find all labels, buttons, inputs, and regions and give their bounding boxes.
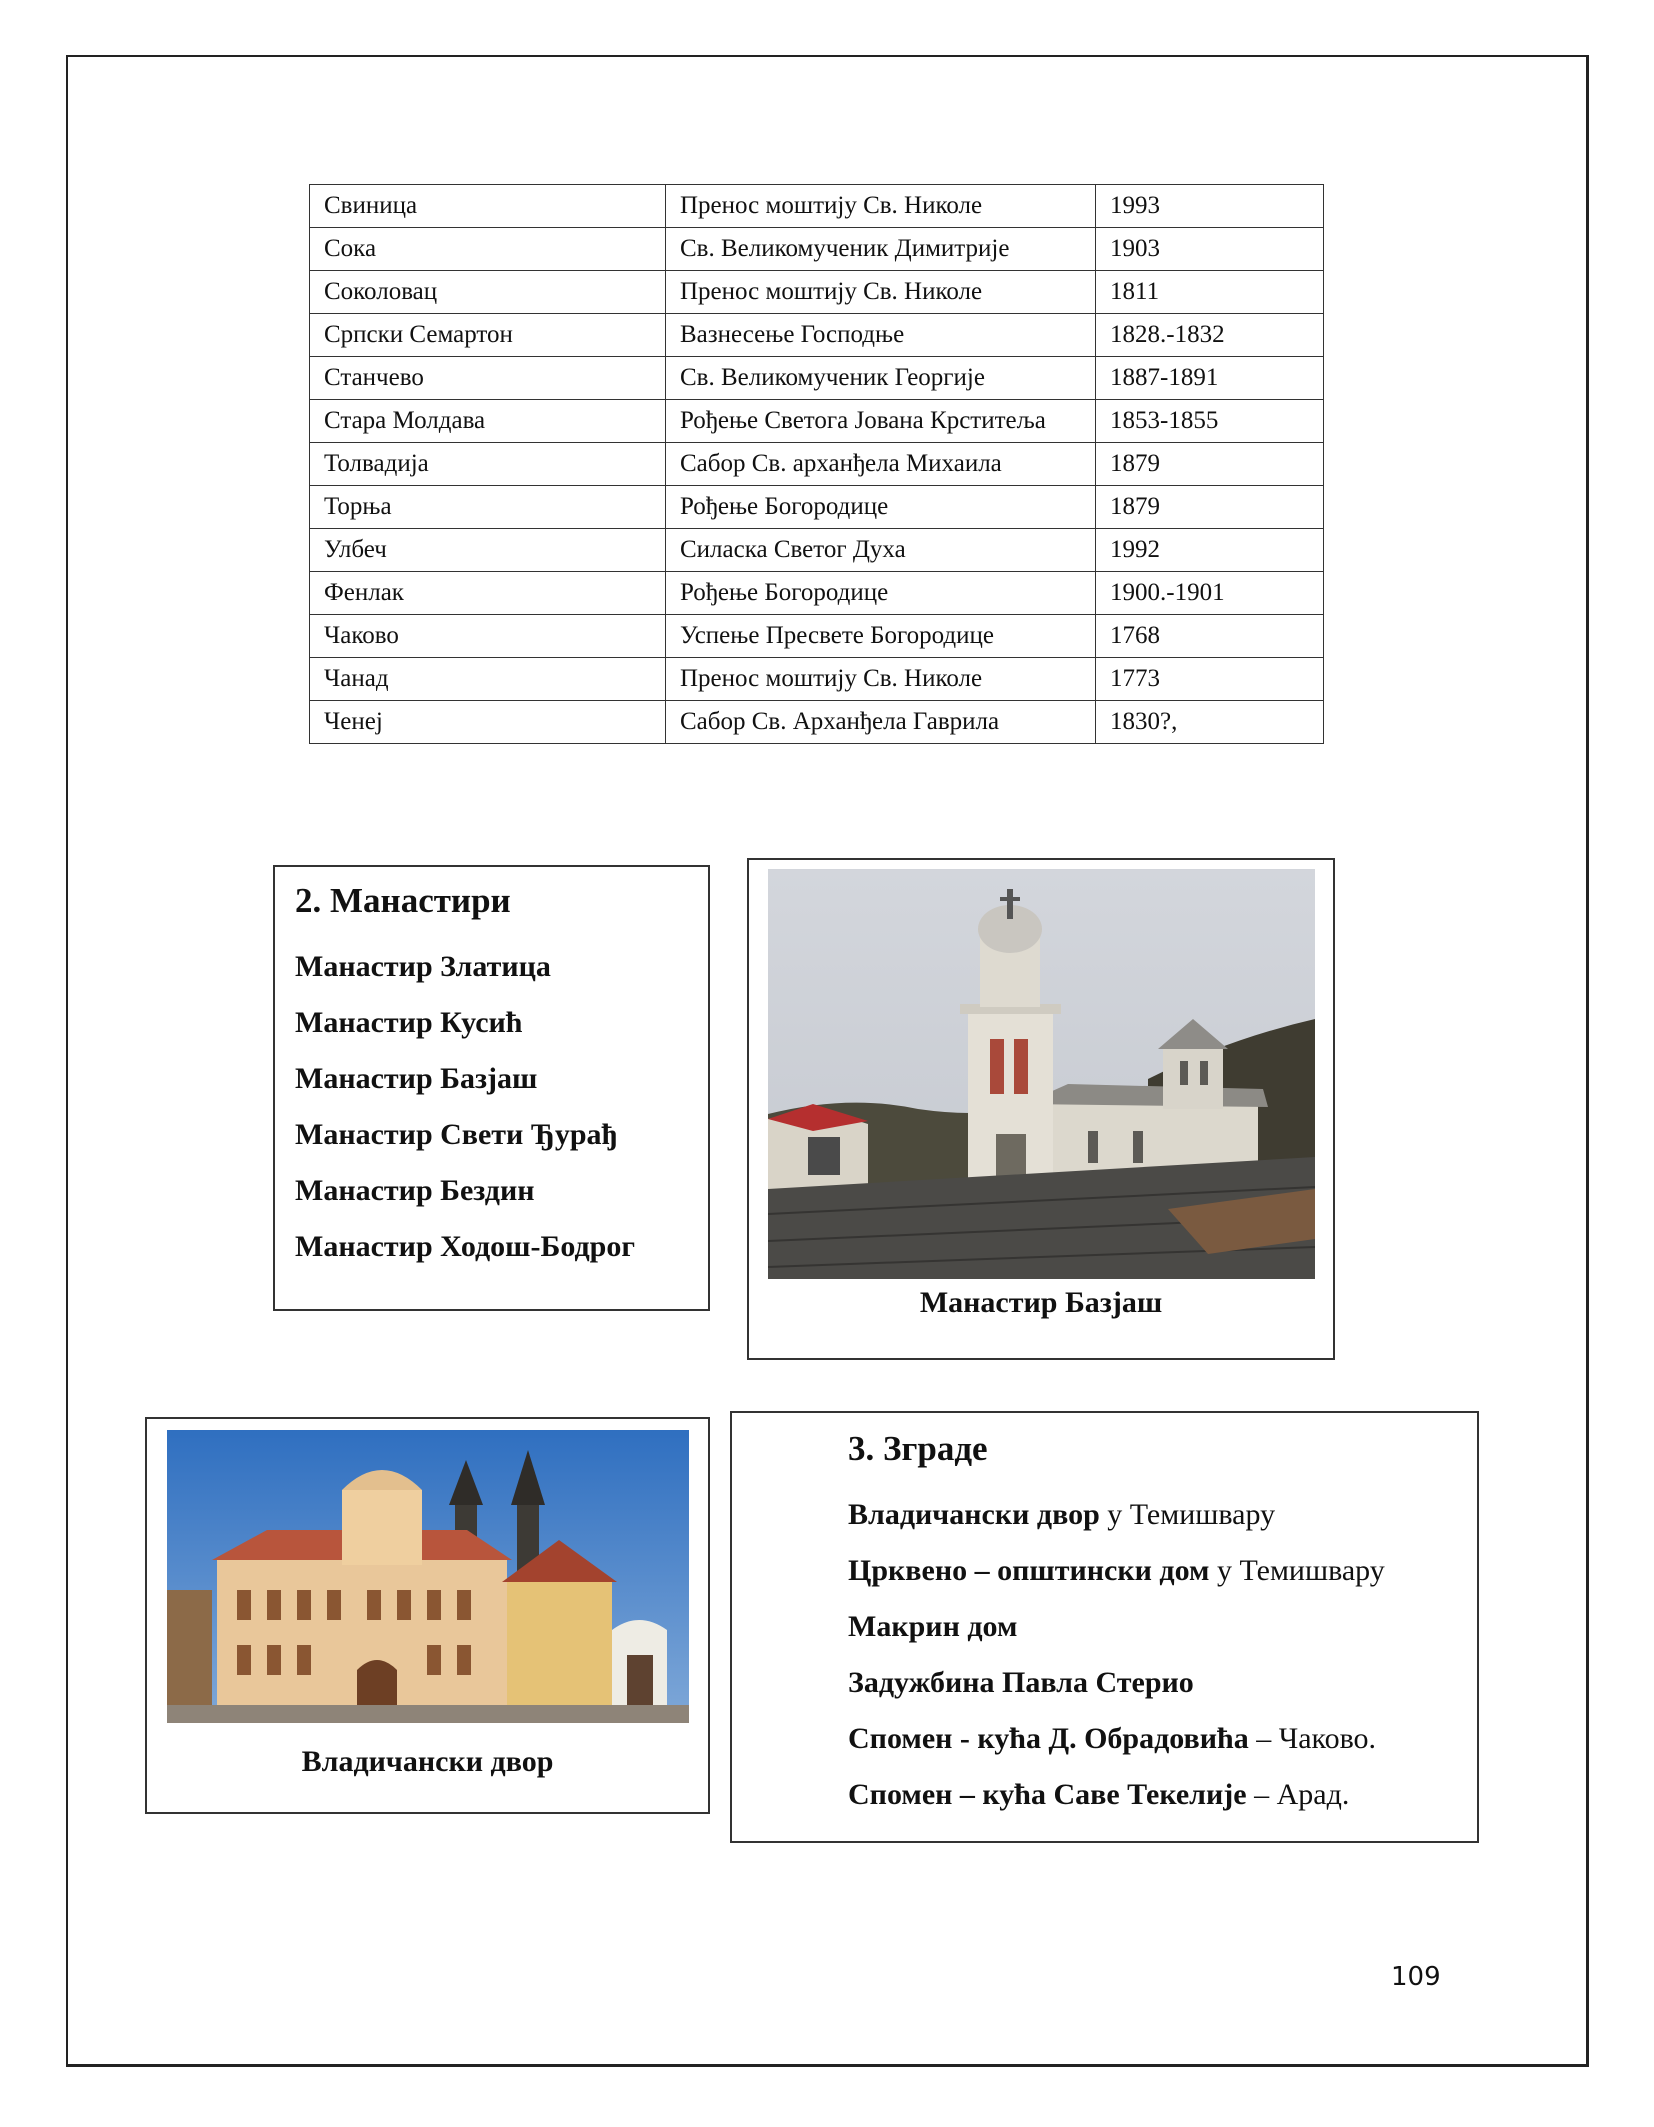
dedication-cell: Рођење Богородице: [666, 486, 1096, 529]
table-row: [310, 271, 1324, 314]
churches-table: [309, 184, 1324, 744]
list-item: Манастир Ходош-Бодрог: [295, 1230, 635, 1263]
table-row: [310, 658, 1324, 701]
table-row: [310, 443, 1324, 486]
bishops-palace-photo: [167, 1430, 689, 1723]
dedication-cell: Св. Великомученик Георгије: [666, 357, 1096, 400]
palace-photo-caption: Владичански двор: [301, 1745, 554, 1778]
table-row: [310, 701, 1324, 744]
building-location: – Чаково.: [1248, 1722, 1377, 1755]
place-cell: Соколовац: [310, 271, 666, 314]
table-row: [310, 228, 1324, 271]
dedication-cell: Успење Пресвете Богородице: [666, 615, 1096, 658]
place-cell: Чанад: [310, 658, 666, 701]
building-name: Владичански двор: [848, 1498, 1100, 1531]
page-number: 109: [1391, 1962, 1441, 1992]
place-cell: Стара Молдава: [310, 400, 666, 443]
dedication-cell: Пренос моштију Св. Николе: [666, 185, 1096, 228]
place-cell: Торња: [310, 486, 666, 529]
list-item: Манастир Кусић: [295, 1006, 523, 1039]
table-row: [310, 314, 1324, 357]
monastery-photo-caption: Манастир Базјаш: [919, 1286, 1163, 1319]
list-item: [848, 1711, 1477, 1767]
place-cell: Српски Семартон: [310, 314, 666, 357]
table-row: [310, 185, 1324, 228]
monastery-photo-box: [747, 858, 1335, 1360]
place-cell: Фенлак: [310, 572, 666, 615]
year-cell: 1887-1891: [1096, 357, 1324, 400]
year-cell: 1879: [1096, 443, 1324, 486]
building-location: у Темишвару: [1209, 1554, 1385, 1587]
table-row: [310, 572, 1324, 615]
building-name: Црквено – општински дом: [848, 1554, 1210, 1587]
dedication-cell: Сабор Св. арханђела Михаила: [666, 443, 1096, 486]
table-row: [310, 486, 1324, 529]
year-cell: 1830?,: [1096, 701, 1324, 744]
place-cell: Улбеч: [310, 529, 666, 572]
monastery-bazias-photo: [768, 869, 1315, 1279]
dedication-cell: Вазнесење Господње: [666, 314, 1096, 357]
dedication-cell: Сабор Св. Арханђела Гаврила: [666, 701, 1096, 744]
monasteries-title: 2. Манастири: [295, 881, 511, 920]
place-cell: Станчево: [310, 357, 666, 400]
building-name: Спомен - кућа Д. Обрадовића: [848, 1722, 1249, 1755]
monasteries-box: [273, 865, 710, 1311]
place-cell: Ченеј: [310, 701, 666, 744]
dedication-cell: Св. Великомученик Димитрије: [666, 228, 1096, 271]
building-location: у Темишвару: [1099, 1498, 1276, 1531]
table-row: [310, 529, 1324, 572]
palace-photo-box: [145, 1417, 710, 1814]
building-name: Спомен – кућа Саве Текелије: [848, 1778, 1247, 1811]
table-row: [310, 400, 1324, 443]
table-row: [310, 615, 1324, 658]
list-item: [848, 1487, 1477, 1543]
buildings-box: [730, 1411, 1479, 1843]
list-item: [848, 1599, 1477, 1655]
place-cell: Сока: [310, 228, 666, 271]
dedication-cell: Рођење Богородице: [666, 572, 1096, 615]
dedication-cell: Силаска Светог Духа: [666, 529, 1096, 572]
dedication-cell: Пренос моштију Св. Николе: [666, 658, 1096, 701]
year-cell: 1811: [1096, 271, 1324, 314]
building-name: Макрин дом: [848, 1610, 1018, 1643]
year-cell: 1900.-1901: [1096, 572, 1324, 615]
year-cell: 1768: [1096, 615, 1324, 658]
year-cell: 1993: [1096, 185, 1324, 228]
list-item: [848, 1655, 1477, 1711]
list-item: Манастир Златица: [295, 950, 551, 983]
buildings-list: [848, 1487, 1477, 1823]
place-cell: Чаково: [310, 615, 666, 658]
building-location: – Арад.: [1246, 1778, 1350, 1811]
place-cell: Свиница: [310, 185, 666, 228]
buildings-title: 3. Зграде: [848, 1429, 988, 1468]
year-cell: 1879: [1096, 486, 1324, 529]
table-row: [310, 357, 1324, 400]
list-item: [848, 1767, 1477, 1823]
list-item: Манастир Свети Ђурађ: [295, 1118, 618, 1151]
list-item: [848, 1543, 1477, 1599]
year-cell: 1773: [1096, 658, 1324, 701]
list-item: Манастир Бездин: [295, 1174, 535, 1207]
building-name: Задужбина Павла Стерио: [848, 1666, 1194, 1699]
list-item: Манастир Базјаш: [295, 1062, 538, 1095]
year-cell: 1828.-1832: [1096, 314, 1324, 357]
year-cell: 1853-1855: [1096, 400, 1324, 443]
year-cell: 1992: [1096, 529, 1324, 572]
place-cell: Толвадија: [310, 443, 666, 486]
year-cell: 1903: [1096, 228, 1324, 271]
dedication-cell: Рођење Светога Јована Крститеља: [666, 400, 1096, 443]
monasteries-list: [295, 939, 708, 1275]
dedication-cell: Пренос моштију Св. Николе: [666, 271, 1096, 314]
